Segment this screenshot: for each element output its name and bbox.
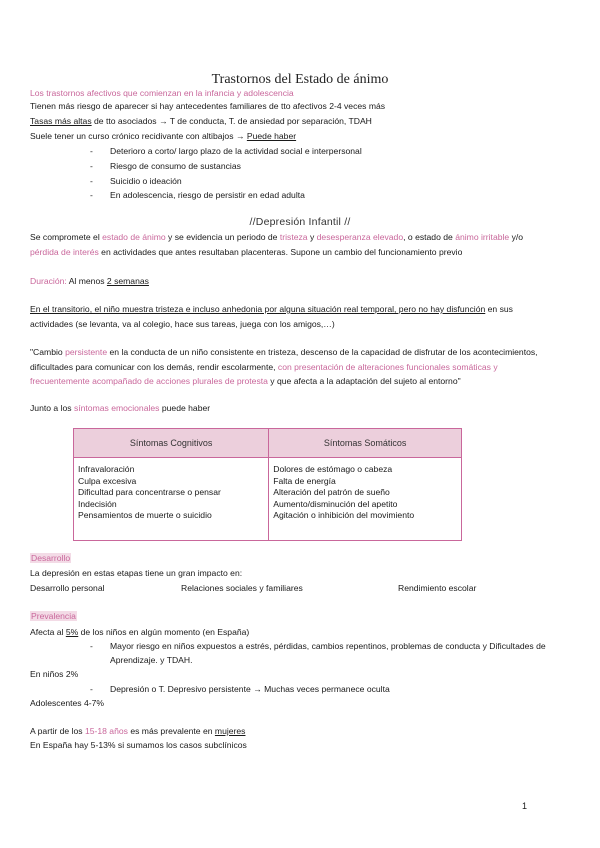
intro-line-3-start: Suele tener un curso crónico recidivante con altibajos →: [30, 131, 247, 141]
transitorio-rest: en sus: [485, 304, 513, 314]
prevalencia-ninos: En niños 2%: [30, 669, 79, 679]
prevalencia-age-line: [30, 726, 245, 737]
document-title: Trastornos del Estado de ánimo: [211, 72, 389, 87]
transitorio-line-1: [30, 304, 513, 315]
quote-keyword: persistente: [65, 347, 108, 357]
intro-line-2-rest: de tto asociados → T de conducta, T. de ansiedad por separación, TDAH: [91, 116, 372, 126]
emotional-text: Junto a los: [30, 403, 74, 413]
prevalencia-heading-text: Prevalencia: [31, 611, 76, 621]
definition-keyword: tristeza: [279, 232, 308, 242]
prevalencia-text: de los niños en algún momento (en España): [78, 627, 250, 637]
prevalencia-line-1: [30, 627, 249, 638]
list-item: Falta de energía: [273, 475, 336, 486]
intro-bullet-text: En adolescencia, riesgo de persistir en edad adulta: [110, 190, 305, 200]
emotional-keyword: síntomas emocionales: [73, 403, 160, 413]
definition-line-1: [30, 232, 523, 243]
symptoms-table: [73, 428, 462, 541]
quote-text: "Cambio: [30, 347, 66, 357]
bullet-dash: -: [90, 146, 93, 156]
quote-line-1: [30, 347, 538, 358]
table-header-row: [74, 429, 462, 458]
intro-bullet-text: Deterioro a corto/ largo plazo de la actividad social e interpersonal: [110, 146, 362, 156]
quote-line-2: [30, 362, 498, 373]
prevalencia-value: 5%: [65, 627, 79, 637]
emotional-text: puede haber: [159, 403, 211, 413]
prevalencia-text: Afecta al: [30, 627, 66, 637]
prevalencia-bullet-continuation: Aprendizaje. y TDAH.: [110, 655, 193, 665]
quote-text: en la conducta de un niño consistente en tristeza, descenso de la capacidad de disfrutar de los acontecimientos,: [107, 347, 538, 357]
definition-keyword: desesperanza elevado: [316, 232, 404, 242]
list-item: Dificultad para concentrarse o pensar: [78, 487, 221, 498]
intro-heading: Los trastornos afectivos que comienzan en la infancia y adolescencia: [30, 88, 294, 98]
list-item: Alteración del patrón de sueño: [273, 487, 390, 498]
quote-keyword: con presentación de alteraciones funcionales somáticas y: [277, 362, 498, 372]
intro-line-1: Tienen más riesgo de aparecer si hay antecedentes familiares de tto afectivos 2-4 veces más: [30, 101, 386, 111]
transitorio-line-2: actividades (se levanta, va al colegio, hace sus tareas, juega con los amigos,…): [30, 319, 335, 329]
prevalencia-bullet-text: Mayor riesgo en niños expuestos a estrés, pérdidas, cambios repentinos, problemas de conducta y Dificultades de: [110, 641, 546, 651]
cognitive-symptoms-cell: [74, 458, 269, 541]
prevalencia-adolescentes: Adolescentes 4-7%: [30, 698, 105, 708]
definition-text: , o estado de: [403, 232, 456, 242]
page-number: 1: [522, 801, 528, 811]
definition-text: y se evidencia un periodo de: [165, 232, 280, 242]
prevalencia-text: es más prevalente en: [127, 726, 215, 736]
bullet-dash: -: [90, 684, 93, 694]
quote-text: dificultades para comunicar con los demás, rendir escolarmente,: [30, 362, 278, 372]
definition-text: y/o: [509, 232, 524, 242]
bullet-dash: -: [90, 641, 93, 651]
intro-line-3-underlined: Puede haber: [246, 131, 297, 141]
prevalencia-heading: [30, 611, 77, 622]
bullet-dash: -: [90, 161, 93, 171]
list-item: Aumento/disminución del apetito: [273, 498, 398, 509]
definition-keyword: estado de ánimo: [102, 232, 166, 242]
definition-text: y: [307, 232, 317, 242]
intro-line-3: [30, 131, 296, 142]
intro-bullet-text: Riesgo de consumo de sustancias: [110, 161, 241, 171]
quote-keyword: frecuentemente acompañado de acciones plurales de protesta: [30, 376, 268, 386]
desarrollo-area: Desarrollo personal: [30, 583, 105, 593]
emotional-line: [30, 403, 210, 414]
bullet-dash: -: [90, 176, 93, 186]
bullet-dash: -: [90, 190, 93, 200]
prevalencia-text: A partir de los: [30, 726, 85, 736]
table-header-somatic: Síntomas Somáticos: [269, 429, 462, 458]
intro-line-2-underlined: Tasas más altas: [30, 116, 92, 126]
duration-text: Al menos: [66, 276, 107, 286]
definition-text: Se compromete el: [30, 232, 103, 242]
duration-label: Duración:: [30, 276, 67, 286]
desarrollo-heading-text: Desarrollo: [31, 553, 71, 563]
list-item: Pensamientos de muerte o suicidio: [78, 510, 212, 521]
definition-line-2: [30, 247, 462, 258]
intro-line-2: [30, 116, 372, 127]
somatic-symptoms-cell: [269, 458, 462, 541]
prevalencia-spain: En España hay 5-13% si sumamos los casos subclínicos: [30, 740, 247, 750]
desarrollo-area: Relaciones sociales y familiares: [181, 583, 303, 593]
table-row: [74, 458, 462, 541]
list-item: Dolores de estómago o cabeza: [273, 464, 393, 474]
desarrollo-line: La depresión en estas etapas tiene un gran impacto en:: [30, 568, 243, 578]
list-item: Agitación o inhibición del movimiento: [273, 510, 415, 521]
list-item: Infravaloración: [78, 464, 135, 474]
transitorio-underlined: En el transitorio, el niño muestra tristeza e incluso anhedonia por alguna situación real temporal, pero no hay disfunción: [30, 304, 486, 314]
list-item: Indecisión: [78, 498, 117, 509]
definition-keyword: pérdida de interés: [30, 247, 99, 257]
intro-bullet-text: Suicidio o ideación: [110, 176, 182, 186]
section-title: //Depresión Infantil //: [249, 216, 351, 228]
duration-line: [30, 276, 149, 287]
definition-text: en actividades que antes resultaban placenteras. Supone un cambio del funcionamiento previo: [98, 247, 463, 257]
prevalencia-bullet-text: Depresión o T. Depresivo persistente → Muchas veces permanece oculta: [110, 684, 390, 694]
table-header-cognitive: Síntomas Cognitivos: [74, 429, 269, 458]
definition-keyword: ánimo irritable: [455, 232, 510, 242]
desarrollo-heading: [30, 553, 71, 564]
duration-value: 2 semanas: [106, 276, 149, 286]
prevalencia-keyword: 15-18 años: [84, 726, 128, 736]
prevalencia-underlined: mujeres: [214, 726, 246, 736]
list-item: Culpa excesiva: [78, 475, 137, 486]
quote-text: y que afecta a la adaptación del sujeto al entorno": [267, 376, 461, 386]
desarrollo-area: Rendimiento escolar: [398, 583, 477, 593]
quote-line-3: [30, 376, 461, 387]
